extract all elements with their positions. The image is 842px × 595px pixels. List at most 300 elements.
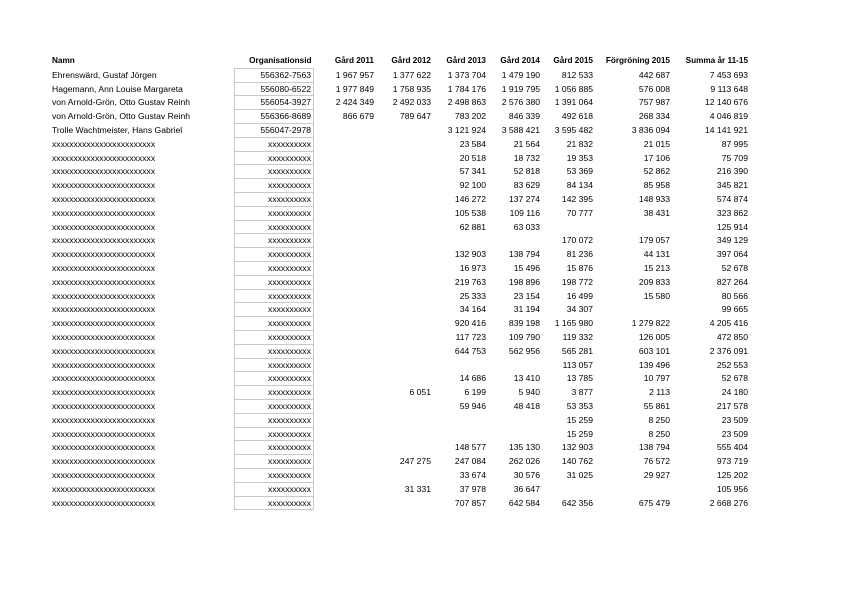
header-row	[52, 55, 748, 68]
cell-org-id: xxxxxxxxxx	[235, 261, 314, 275]
cell-name: xxxxxxxxxxxxxxxxxxxxxxxx	[52, 276, 156, 287]
cell-org-id: xxxxxxxxxx	[235, 206, 314, 220]
cell-forgroning-2015: 17 106	[643, 152, 670, 163]
cell-gard-2014: 5 940	[518, 387, 540, 398]
cell-gard-2011	[314, 220, 375, 234]
cell-name: xxxxxxxxxxxxxxxxxxxxxxxx	[52, 469, 156, 480]
cell-gard-2015: 1 056 885	[554, 83, 593, 94]
cell-forgroning-2015: 442 687	[638, 69, 670, 80]
cell-summa: 252 553	[716, 359, 748, 370]
cell-forgroning-2015: 138 794	[638, 442, 670, 453]
cell-forgroning-2015: 55 861	[643, 400, 670, 411]
cell-gard-2015: 81 236	[566, 249, 593, 260]
header-gard-2012: Gård 2012	[391, 56, 431, 66]
cell-forgroning-2015	[593, 482, 670, 496]
cell-gard-2015: 3 877	[571, 387, 593, 398]
cell-gard-2015: 53 369	[566, 166, 593, 177]
cell-summa: 973 719	[716, 456, 748, 467]
cell-forgroning-2015: 8 250	[648, 428, 670, 439]
cell-gard-2014	[486, 427, 540, 441]
cell-gard-2014: 138 794	[508, 249, 540, 260]
cell-forgroning-2015: 268 334	[638, 111, 670, 122]
cell-gard-2012	[374, 399, 431, 413]
cell-gard-2013: 132 903	[454, 249, 486, 260]
cell-gard-2015: 113 057	[562, 359, 593, 370]
cell-forgroning-2015: 15 213	[643, 262, 670, 273]
cell-name: xxxxxxxxxxxxxxxxxxxxxxxx	[52, 138, 156, 149]
cell-summa: 23 509	[721, 428, 748, 439]
cell-gard-2014: 13 410	[513, 373, 540, 384]
table-row	[52, 96, 748, 110]
cell-name: Ehrenswärd, Gustaf Jörgen	[52, 69, 157, 80]
cell-forgroning-2015: 576 008	[638, 83, 670, 94]
cell-summa: 99 665	[721, 304, 748, 315]
cell-gard-2011: 1 967 957	[335, 69, 374, 80]
cell-gard-2011	[314, 303, 375, 317]
table-row	[52, 192, 748, 206]
table-row	[52, 289, 748, 303]
cell-gard-2013	[431, 358, 486, 372]
cell-gard-2014	[486, 234, 540, 248]
cell-gard-2014: 137 274	[508, 193, 540, 204]
cell-org-id: 556054-3927	[235, 96, 314, 110]
cell-gard-2015: 565 281	[561, 345, 593, 356]
cell-gard-2015: 140 762	[561, 456, 593, 467]
cell-forgroning-2015: 126 005	[638, 331, 670, 342]
table-row	[52, 234, 748, 248]
cell-gard-2011	[314, 413, 375, 427]
table-row	[52, 123, 748, 137]
cell-gard-2011	[314, 275, 375, 289]
cell-gard-2011	[314, 427, 375, 441]
cell-gard-2012	[374, 206, 431, 220]
cell-gard-2012	[374, 234, 431, 248]
cell-gard-2012	[374, 317, 431, 331]
header-summa: Summa år 11-15	[685, 56, 748, 66]
cell-gard-2013: 20 518	[459, 152, 486, 163]
cell-gard-2011	[314, 496, 375, 510]
cell-org-id: xxxxxxxxxx	[235, 192, 314, 206]
cell-gard-2012	[374, 179, 431, 193]
cell-forgroning-2015: 21 015	[643, 138, 670, 149]
cell-gard-2013: 1 784 176	[447, 83, 486, 94]
cell-gard-2013: 92 100	[459, 180, 486, 191]
cell-gard-2014: 198 896	[508, 276, 540, 287]
cell-gard-2012	[374, 330, 431, 344]
table-row	[52, 68, 748, 82]
cell-gard-2014: 839 198	[508, 318, 540, 329]
cell-gard-2014: 1 479 190	[501, 69, 540, 80]
cell-gard-2014: 846 339	[508, 111, 540, 122]
cell-gard-2015: 19 353	[566, 152, 593, 163]
cell-gard-2013: 23 584	[459, 138, 486, 149]
cell-org-id: 556047-2978	[235, 123, 314, 137]
cell-forgroning-2015: 29 927	[643, 469, 670, 480]
table-row	[52, 110, 748, 124]
cell-org-id: xxxxxxxxxx	[235, 427, 314, 441]
cell-gard-2012	[374, 441, 431, 455]
cell-gard-2015: 15 876	[566, 262, 593, 273]
header-gard-2013: Gård 2013	[446, 56, 486, 66]
cell-forgroning-2015: 148 933	[638, 193, 670, 204]
cell-name: xxxxxxxxxxxxxxxxxxxxxxxx	[52, 152, 156, 163]
cell-gard-2015: 31 025	[566, 469, 593, 480]
cell-gard-2014: 642 584	[508, 497, 540, 508]
cell-gard-2013: 105 538	[454, 207, 486, 218]
cell-summa: 7 453 693	[709, 69, 748, 80]
cell-gard-2014: 1 919 795	[501, 83, 540, 94]
cell-name: xxxxxxxxxxxxxxxxxxxxxxxx	[52, 290, 156, 301]
cell-name: xxxxxxxxxxxxxxxxxxxxxxxx	[52, 166, 156, 177]
cell-gard-2012: 247 275	[399, 456, 431, 467]
table-row	[52, 330, 748, 344]
cell-gard-2015	[540, 220, 593, 234]
cell-forgroning-2015	[593, 220, 670, 234]
cell-org-id: xxxxxxxxxx	[235, 303, 314, 317]
cell-forgroning-2015: 2 113	[649, 387, 670, 398]
cell-gard-2014: 21 564	[513, 138, 540, 149]
cell-org-id: xxxxxxxxxx	[235, 344, 314, 358]
cell-gard-2012	[374, 192, 431, 206]
cell-gard-2011	[314, 261, 375, 275]
cell-org-id: xxxxxxxxxx	[235, 234, 314, 248]
cell-name: xxxxxxxxxxxxxxxxxxxxxxxx	[52, 262, 156, 273]
cell-org-id: xxxxxxxxxx	[235, 468, 314, 482]
cell-gard-2011: 866 679	[342, 111, 374, 122]
cell-org-id: xxxxxxxxxx	[235, 496, 314, 510]
cell-gard-2014: 2 576 380	[501, 97, 540, 108]
cell-forgroning-2015	[593, 303, 670, 317]
cell-gard-2012	[374, 303, 431, 317]
cell-gard-2013	[431, 413, 486, 427]
cell-gard-2013: 59 946	[459, 400, 486, 411]
cell-org-id: 556362-7563	[235, 68, 314, 82]
cell-org-id: 556366-8689	[235, 110, 314, 124]
cell-gard-2015: 492 618	[561, 111, 593, 122]
table-row	[52, 344, 748, 358]
cell-org-id: xxxxxxxxxx	[235, 413, 314, 427]
cell-org-id: xxxxxxxxxx	[235, 275, 314, 289]
cell-name: xxxxxxxxxxxxxxxxxxxxxxxx	[52, 428, 156, 439]
cell-forgroning-2015: 52 862	[643, 166, 670, 177]
cell-org-id: xxxxxxxxxx	[235, 330, 314, 344]
cell-gard-2012	[374, 413, 431, 427]
cell-gard-2015: 53 353	[566, 400, 593, 411]
table-row	[52, 151, 748, 165]
table-row	[52, 482, 748, 496]
cell-gard-2011	[314, 468, 375, 482]
cell-gard-2015: 3 595 482	[554, 124, 593, 135]
cell-gard-2013: 920 416	[454, 318, 486, 329]
cell-gard-2012	[374, 123, 431, 137]
table-row	[52, 496, 748, 510]
cell-gard-2012: 1 758 935	[392, 83, 431, 94]
cell-gard-2012: 789 647	[399, 111, 431, 122]
cell-gard-2012: 6 051	[409, 387, 431, 398]
cell-gard-2015: 1 165 980	[554, 318, 593, 329]
cell-summa: 23 509	[721, 414, 748, 425]
cell-forgroning-2015: 179 057	[638, 235, 670, 246]
table-row	[52, 413, 748, 427]
cell-gard-2011	[314, 179, 375, 193]
table-row	[52, 303, 748, 317]
cell-gard-2012	[374, 248, 431, 262]
cell-gard-2012	[374, 165, 431, 179]
cell-org-id: xxxxxxxxxx	[235, 358, 314, 372]
cell-org-id: xxxxxxxxxx	[235, 137, 314, 151]
cell-summa: 12 140 676	[704, 97, 748, 108]
cell-org-id: xxxxxxxxxx	[235, 151, 314, 165]
table-row	[52, 137, 748, 151]
cell-summa: 52 678	[721, 373, 748, 384]
cell-gard-2015: 70 777	[566, 207, 593, 218]
cell-gard-2012	[374, 137, 431, 151]
cell-gard-2013: 33 674	[459, 469, 486, 480]
table-row	[52, 386, 748, 400]
spreadsheet	[52, 55, 748, 510]
cell-gard-2011	[314, 455, 375, 469]
cell-name: xxxxxxxxxxxxxxxxxxxxxxxx	[52, 318, 156, 329]
cell-gard-2015	[540, 482, 593, 496]
cell-gard-2011	[314, 289, 375, 303]
cell-name: xxxxxxxxxxxxxxxxxxxxxxxx	[52, 373, 156, 384]
cell-forgroning-2015: 209 833	[638, 276, 670, 287]
cell-gard-2015: 84 134	[566, 180, 593, 191]
cell-gard-2012	[374, 275, 431, 289]
cell-summa: 9 113 648	[710, 83, 748, 94]
cell-gard-2011	[314, 317, 375, 331]
cell-gard-2012	[374, 372, 431, 386]
cell-gard-2013: 1 373 704	[447, 69, 486, 80]
cell-gard-2013: 2 498 863	[447, 97, 486, 108]
cell-name: xxxxxxxxxxxxxxxxxxxxxxxx	[52, 483, 156, 494]
cell-org-id: xxxxxxxxxx	[235, 165, 314, 179]
cell-gard-2011	[314, 441, 375, 455]
cell-name: xxxxxxxxxxxxxxxxxxxxxxxx	[52, 193, 156, 204]
cell-org-id: xxxxxxxxxx	[235, 289, 314, 303]
cell-name: von Arnold-Grön, Otto Gustav Reinh	[52, 111, 191, 122]
cell-gard-2012	[374, 220, 431, 234]
cell-org-id: xxxxxxxxxx	[235, 179, 314, 193]
cell-gard-2012	[374, 289, 431, 303]
table-row	[52, 82, 748, 96]
cell-summa: 75 709	[721, 152, 748, 163]
table-row	[52, 275, 748, 289]
cell-org-id: xxxxxxxxxx	[235, 372, 314, 386]
cell-summa: 216 390	[716, 166, 748, 177]
cell-gard-2015: 1 391 064	[554, 97, 593, 108]
cell-gard-2014: 48 418	[513, 400, 540, 411]
cell-org-id: 556080-6522	[235, 82, 314, 96]
cell-gard-2015: 119 332	[562, 331, 593, 342]
table-row	[52, 165, 748, 179]
table-row	[52, 317, 748, 331]
payments-table	[52, 55, 748, 510]
cell-forgroning-2015: 675 479	[638, 497, 670, 508]
table-row	[52, 372, 748, 386]
cell-gard-2011	[314, 123, 375, 137]
cell-forgroning-2015: 1 279 822	[631, 318, 670, 329]
cell-name: xxxxxxxxxxxxxxxxxxxxxxxx	[52, 304, 156, 315]
cell-forgroning-2015: 38 431	[643, 207, 670, 218]
cell-gard-2011	[314, 399, 375, 413]
cell-gard-2015: 15 259	[566, 428, 593, 439]
cell-forgroning-2015: 44 131	[643, 249, 670, 260]
cell-name: xxxxxxxxxxxxxxxxxxxxxxxx	[52, 400, 156, 411]
cell-gard-2015: 34 307	[566, 304, 593, 315]
cell-forgroning-2015: 85 958	[643, 180, 670, 191]
cell-summa: 125 914	[716, 221, 748, 232]
cell-summa: 345 821	[716, 180, 748, 191]
cell-gard-2014: 15 496	[513, 262, 540, 273]
cell-gard-2014: 262 026	[508, 456, 540, 467]
cell-gard-2013: 783 202	[454, 111, 486, 122]
cell-gard-2013: 34 164	[459, 304, 486, 315]
cell-gard-2011	[314, 386, 375, 400]
cell-gard-2012	[374, 261, 431, 275]
cell-summa: 2 668 276	[709, 497, 748, 508]
cell-forgroning-2015: 603 101	[638, 345, 670, 356]
cell-name: xxxxxxxxxxxxxxxxxxxxxxxx	[52, 359, 156, 370]
cell-name: xxxxxxxxxxxxxxxxxxxxxxxx	[52, 456, 156, 467]
cell-gard-2011	[314, 248, 375, 262]
table-row	[52, 399, 748, 413]
cell-name: xxxxxxxxxxxxxxxxxxxxxxxx	[52, 387, 156, 398]
cell-gard-2014: 36 647	[513, 483, 540, 494]
cell-name: xxxxxxxxxxxxxxxxxxxxxxxx	[52, 235, 156, 246]
cell-org-id: xxxxxxxxxx	[235, 482, 314, 496]
cell-gard-2015: 812 533	[561, 69, 593, 80]
cell-gard-2014: 52 818	[513, 166, 540, 177]
cell-gard-2011	[314, 137, 375, 151]
cell-gard-2012	[374, 427, 431, 441]
cell-gard-2013: 16 973	[459, 262, 486, 273]
cell-gard-2014: 30 576	[513, 469, 540, 480]
cell-gard-2015: 170 072	[561, 235, 593, 246]
cell-gard-2011	[314, 165, 375, 179]
cell-gard-2015: 142 395	[561, 193, 593, 204]
cell-forgroning-2015: 139 496	[638, 359, 670, 370]
cell-gard-2014: 109 790	[508, 331, 540, 342]
cell-gard-2013: 146 272	[454, 193, 486, 204]
cell-gard-2013	[431, 234, 486, 248]
cell-gard-2013: 37 978	[459, 483, 486, 494]
cell-summa: 14 141 921	[704, 124, 748, 135]
cell-gard-2012: 2 492 033	[392, 97, 431, 108]
cell-gard-2011	[314, 151, 375, 165]
cell-gard-2015: 198 772	[561, 276, 593, 287]
cell-forgroning-2015: 3 836 094	[631, 124, 670, 135]
cell-org-id: xxxxxxxxxx	[235, 455, 314, 469]
cell-org-id: xxxxxxxxxx	[235, 317, 314, 331]
cell-gard-2011: 2 424 349	[335, 97, 374, 108]
cell-summa: 555 404	[716, 442, 748, 453]
cell-gard-2014	[486, 413, 540, 427]
table-row	[52, 455, 748, 469]
cell-gard-2014: 63 033	[513, 221, 540, 232]
table-row	[52, 358, 748, 372]
cell-gard-2011	[314, 482, 375, 496]
cell-gard-2011	[314, 206, 375, 220]
cell-gard-2015: 15 259	[566, 414, 593, 425]
cell-name: xxxxxxxxxxxxxxxxxxxxxxxx	[52, 249, 156, 260]
cell-gard-2013: 3 121 924	[447, 124, 486, 135]
cell-summa: 24 180	[721, 387, 748, 398]
cell-org-id: xxxxxxxxxx	[235, 386, 314, 400]
cell-gard-2012: 31 331	[404, 483, 431, 494]
cell-summa: 217 578	[716, 400, 748, 411]
cell-gard-2014: 3 588 421	[501, 124, 540, 135]
cell-gard-2014: 562 956	[508, 345, 540, 356]
cell-gard-2014: 31 194	[513, 304, 540, 315]
cell-gard-2012	[374, 358, 431, 372]
cell-org-id: xxxxxxxxxx	[235, 220, 314, 234]
cell-forgroning-2015: 757 987	[638, 97, 670, 108]
cell-gard-2013	[431, 427, 486, 441]
table-body	[52, 68, 748, 510]
cell-gard-2014: 83 629	[513, 180, 540, 191]
cell-summa: 4 205 416	[709, 318, 748, 329]
cell-gard-2013: 117 723	[455, 331, 486, 342]
cell-summa: 2 376 091	[709, 345, 748, 356]
cell-gard-2011: 1 977 849	[335, 83, 374, 94]
cell-gard-2013: 14 686	[459, 373, 486, 384]
cell-gard-2013: 219 763	[454, 276, 486, 287]
cell-summa: 472 850	[716, 331, 748, 342]
header-name: Namn	[52, 56, 75, 66]
cell-gard-2013: 6 199	[464, 387, 486, 398]
cell-name: Trolle Wachtmeister, Hans Gabriel	[52, 124, 183, 135]
cell-name: von Arnold-Grön, Otto Gustav Reinh	[52, 97, 191, 108]
header-forgroning-2015: Förgröning 2015	[605, 56, 670, 66]
cell-gard-2013: 247 084	[454, 456, 486, 467]
cell-summa: 87 995	[721, 138, 748, 149]
cell-forgroning-2015: 10 797	[643, 373, 670, 384]
cell-org-id: xxxxxxxxxx	[235, 399, 314, 413]
cell-name: xxxxxxxxxxxxxxxxxxxxxxxx	[52, 207, 156, 218]
cell-gard-2012	[374, 151, 431, 165]
cell-name: xxxxxxxxxxxxxxxxxxxxxxxx	[52, 180, 156, 191]
cell-gard-2012	[374, 468, 431, 482]
cell-gard-2015: 16 499	[566, 290, 593, 301]
cell-summa: 105 956	[716, 483, 748, 494]
cell-org-id: xxxxxxxxxx	[235, 441, 314, 455]
cell-gard-2013: 62 881	[459, 221, 486, 232]
cell-gard-2012	[374, 496, 431, 510]
table-row	[52, 261, 748, 275]
cell-gard-2013: 148 577	[454, 442, 486, 453]
cell-summa: 80 566	[721, 290, 748, 301]
cell-gard-2014: 135 130	[508, 442, 540, 453]
cell-gard-2011	[314, 372, 375, 386]
cell-gard-2011	[314, 330, 375, 344]
cell-name: xxxxxxxxxxxxxxxxxxxxxxxx	[52, 345, 156, 356]
cell-gard-2012: 1 377 622	[392, 69, 431, 80]
cell-gard-2011	[314, 234, 375, 248]
cell-gard-2015: 642 356	[561, 497, 593, 508]
cell-gard-2011	[314, 358, 375, 372]
cell-gard-2013: 707 857	[454, 497, 486, 508]
cell-gard-2011	[314, 344, 375, 358]
header-gard-2011: Gård 2011	[334, 56, 374, 66]
cell-summa: 397 064	[716, 249, 748, 260]
cell-summa: 125 202	[716, 469, 748, 480]
cell-summa: 349 129	[716, 235, 748, 246]
cell-gard-2013: 57 341	[459, 166, 486, 177]
cell-gard-2015: 21 832	[566, 138, 593, 149]
cell-forgroning-2015: 76 572	[643, 456, 670, 467]
table-row	[52, 206, 748, 220]
